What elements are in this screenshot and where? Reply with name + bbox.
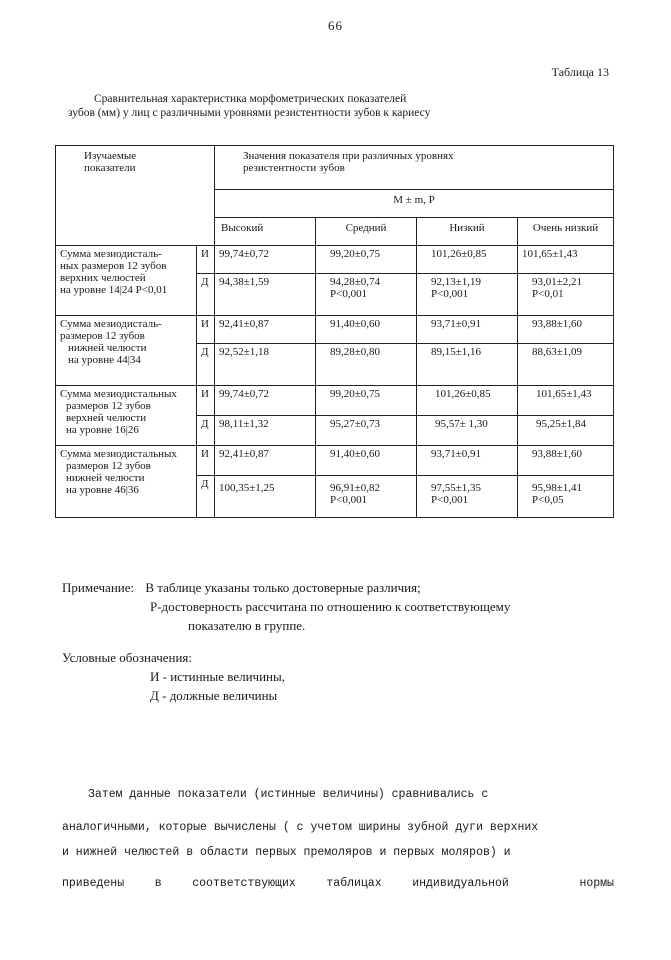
g1-i-medium: 99,20±0,75 — [316, 246, 417, 274]
legend — [62, 648, 285, 705]
group-4-mark-i: И — [197, 446, 215, 476]
note-lead: Примечание: — [62, 580, 135, 595]
group-3-label-line: Сумма мезиодистальных — [60, 388, 177, 400]
g2-d-very-low: 88,63±1,09 — [518, 344, 614, 386]
word: индивидуальной — [412, 877, 509, 890]
table-label: Таблица 13 — [551, 65, 609, 79]
paragraph-line-1: Затем данные показатели (истинные величины) сравнивались с — [88, 788, 489, 801]
header-level-low: Низкий — [417, 218, 518, 246]
g4-i-low: 93,71±0,91 — [417, 446, 518, 476]
g4-i-medium: 91,40±0,60 — [316, 446, 417, 476]
g3-d-very-low: 95,25±1,84 — [518, 416, 614, 446]
caption-line-2: зубов (мм) у лиц с различными уровнями резистентности зубов к кариесу — [68, 107, 431, 119]
group-3-label-line: на уровне 16|26 — [66, 424, 139, 436]
g1-d-low: 92,13±1,19 P<0,001 — [417, 274, 518, 316]
legend-item-true: И - истинные величины, — [150, 669, 285, 684]
word: в — [154, 877, 162, 890]
group-3-label-line: верхней челюсти — [66, 412, 147, 424]
group-2-label — [56, 316, 197, 386]
header-stat: M ± m, P — [215, 190, 614, 218]
g4-i-high: 92,41±0,87 — [215, 446, 316, 476]
g4-d-high: 100,35±1,25 — [215, 476, 316, 518]
g1-i-high: 99,74±0,72 — [215, 246, 316, 274]
group-3-mark-d: Д — [197, 416, 215, 446]
group-1-mark-d: Д — [197, 274, 215, 316]
g2-i-low: 93,71±0,91 — [417, 316, 518, 344]
g4-d-medium: 96,91±0,82 P<0,001 — [316, 476, 417, 518]
group-2-label-line: Сумма мезиодисталь- — [60, 318, 162, 330]
g1-d-medium: 94,28±0,74 P<0,001 — [316, 274, 417, 316]
g2-i-medium: 91,40±0,60 — [316, 316, 417, 344]
morphometric-table — [55, 145, 614, 518]
g3-i-high: 99,74±0,72 — [215, 386, 316, 416]
group-1-label-line: Сумма мезиодисталь- — [60, 248, 162, 260]
header-level-medium: Средний — [316, 218, 417, 246]
header-level-very-low: Очень низкий — [518, 218, 614, 246]
group-3-label — [56, 386, 197, 446]
header-indicators-line-2: показатели — [84, 162, 136, 174]
header-indicators-line-1: Изучаемые — [84, 150, 137, 162]
note-line-1: В таблице указаны только достоверные различия; — [145, 580, 421, 595]
legend-title: Условные обозначения: — [62, 650, 193, 665]
group-3-mark-i: И — [197, 386, 215, 416]
group-1-mark-i: И — [197, 246, 215, 274]
word: соответствующих — [192, 877, 296, 890]
group-4-label — [56, 446, 197, 518]
g4-d-low: 97,55±1,35 P<0,001 — [417, 476, 518, 518]
word: нормы — [579, 877, 614, 890]
group-4-label-line: размеров 12 зубов — [66, 460, 151, 472]
g3-i-very-low: 101,65±1,43 — [518, 386, 614, 416]
group-1-label — [56, 246, 197, 316]
g3-i-low: 101,26±0,85 — [417, 386, 518, 416]
g4-i-very-low: 93,88±1,60 — [518, 446, 614, 476]
group-2-mark-i: И — [197, 316, 215, 344]
group-1-label-line: ных размеров 12 зубов — [60, 260, 167, 272]
page-number: 66 — [328, 18, 343, 33]
g2-i-high: 92,41±0,87 — [215, 316, 316, 344]
group-2-mark-d: Д — [197, 344, 215, 386]
g1-d-very-low: 93,01±2,21 P<0,01 — [518, 274, 614, 316]
group-3-label-line: размеров 12 зубов — [66, 400, 151, 412]
word: таблицах — [326, 877, 382, 890]
group-4-label-line: на уровне 46|36 — [66, 484, 139, 496]
header-values-line-1: Значения показателя при различных уровнях — [243, 150, 454, 162]
group-2-label-line: на уровне 44|34 — [68, 354, 141, 366]
caption-line-1: Сравнительная характеристика морфометрических показателей — [94, 93, 407, 105]
g3-i-medium: 99,20±0,75 — [316, 386, 417, 416]
g3-d-medium: 95,27±0,73 — [316, 416, 417, 446]
group-2-label-line: размеров 12 зубов — [60, 330, 145, 342]
g2-d-high: 92,52±1,18 — [215, 344, 316, 386]
note-line-2: Р-достоверность рассчитана по отношению к соответствующему — [150, 599, 511, 614]
g4-d-very-low: 95,98±1,41 P<0,05 — [518, 476, 614, 518]
g2-d-low: 89,15±1,16 — [417, 344, 518, 386]
note-line-3: показателю в группе. — [188, 618, 306, 633]
g1-i-low: 101,26±0,85 — [417, 246, 518, 274]
table-note — [62, 578, 510, 635]
g2-d-medium: 89,28±0,80 — [316, 344, 417, 386]
g1-d-high: 94,38±1,59 — [215, 274, 316, 316]
paragraph-line-4 — [62, 877, 614, 890]
header-indicators — [56, 146, 215, 246]
group-4-label-line: Сумма мезиодистальных — [60, 448, 177, 460]
group-2-label-line: нижней челюсти — [68, 342, 147, 354]
paragraph-line-3: и нижней челюстей в области первых премоляров и первых моляров) и — [62, 846, 511, 859]
group-4-label-line: нижней челюсти — [66, 472, 145, 484]
paragraph-line-2: аналогичными, которые вычислены ( с учетом ширины зубной дуги верхних — [62, 821, 539, 834]
word: приведены — [62, 877, 125, 890]
group-1-label-line: на уровне 14|24 P<0,01 — [60, 284, 168, 296]
g3-d-low: 95,57± 1,30 — [417, 416, 518, 446]
header-values-line-2: резистентности зубов — [243, 162, 345, 174]
g1-i-very-low: 101,65±1,43 — [518, 246, 614, 274]
header-values-group — [215, 146, 614, 190]
group-4-mark-d: Д — [197, 476, 215, 518]
group-1-label-line: верхних челюстей — [60, 272, 146, 284]
g2-i-very-low: 93,88±1,60 — [518, 316, 614, 344]
legend-item-expected: Д - должные величины — [150, 688, 278, 703]
table-caption — [68, 92, 430, 120]
header-level-high: Высокий — [215, 218, 316, 246]
g3-d-high: 98,11±1,32 — [215, 416, 316, 446]
